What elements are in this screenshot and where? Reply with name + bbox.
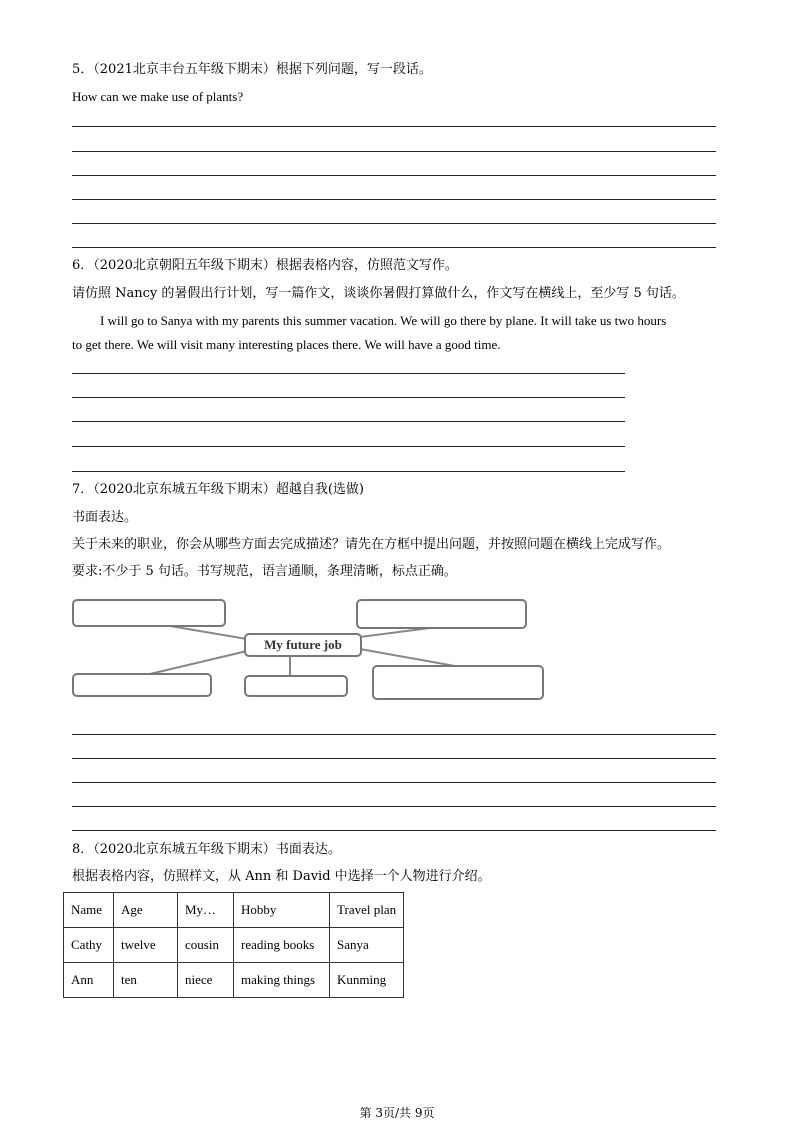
table-header-cell: Name xyxy=(64,893,114,928)
mindmap-center-box xyxy=(244,633,362,657)
q7-answer-line[interactable] xyxy=(72,830,716,831)
q6-instruction: 请仿照 Nancy 的暑假出行计划，写一篇作文，谈谈你暑假打算做什么，作文写在横线上，至少写 5 句话。 xyxy=(72,286,685,301)
table-cell: ten xyxy=(114,963,178,998)
q6-sample-line2: to get there. We will visit many interesting places there. We will have a good time. xyxy=(72,337,501,352)
q7-answer-line[interactable] xyxy=(72,782,716,783)
page-footer: 第 3页/共 9页 xyxy=(359,1106,435,1120)
table-header-cell: Travel plan xyxy=(330,893,404,928)
table-header-cell: My… xyxy=(178,893,234,928)
table-cell: Sanya xyxy=(330,928,404,963)
table-cell: Kunming xyxy=(330,963,404,998)
mindmap-center-label: My future job xyxy=(264,637,342,652)
mindmap-question-box-top-left[interactable] xyxy=(72,599,226,627)
q6-header: 6．（2020北京朝阳五年级下期末）根据表格内容，仿照范文写作。 xyxy=(72,258,458,273)
q7-header: 7．（2020北京东城五年级下期末）超越自我(选做) xyxy=(72,482,364,497)
table-cell: twelve xyxy=(114,928,178,963)
table-header-row xyxy=(64,893,404,928)
q5-question: How can we make use of plants? xyxy=(72,89,244,104)
table-row xyxy=(64,963,404,998)
table-cell: reading books xyxy=(234,928,330,963)
q7-answer-line[interactable] xyxy=(72,806,716,807)
table-header-cell: Hobby xyxy=(234,893,330,928)
q7-instruction: 关于未来的职业，你会从哪些方面去完成描述？请先在方框中提出问题，并按照问题在横线上完成写作。 xyxy=(72,537,671,552)
mindmap-question-box-bottom-right[interactable] xyxy=(372,665,544,700)
table-cell: cousin xyxy=(178,928,234,963)
table-cell: niece xyxy=(178,963,234,998)
table-cell: Ann xyxy=(64,963,114,998)
table-header-cell: Age xyxy=(114,893,178,928)
q5-header: 5．（2021北京丰台五年级下期末）根据下列问题，写一段话。 xyxy=(72,62,432,77)
q7-answer-line[interactable] xyxy=(72,758,716,759)
q8-header: 8．（2020北京东城五年级下期末）书面表达。 xyxy=(72,842,341,857)
q7-answer-line[interactable] xyxy=(72,734,716,735)
q7-sub: 书面表达。 xyxy=(72,510,138,525)
mindmap-question-box-bottom-left[interactable] xyxy=(72,673,212,697)
q7-requirement: 要求:不少于 5 句话。书写规范，语言通顺，条理清晰，标点正确。 xyxy=(72,564,457,579)
q6-sample-line1: I will go to Sanya with my parents this summer vacation. We will go there by plane. It will take us two hours xyxy=(100,313,667,328)
q8-info-table xyxy=(63,892,404,998)
table-row xyxy=(64,928,404,963)
table-cell: Cathy xyxy=(64,928,114,963)
mindmap-question-box-top-right[interactable] xyxy=(356,599,527,629)
table-cell: making things xyxy=(234,963,330,998)
mindmap-question-box-bottom-center[interactable] xyxy=(244,675,348,697)
q8-instruction: 根据表格内容，仿照样文，从 Ann 和 David 中选择一个人物进行介绍。 xyxy=(72,869,491,884)
